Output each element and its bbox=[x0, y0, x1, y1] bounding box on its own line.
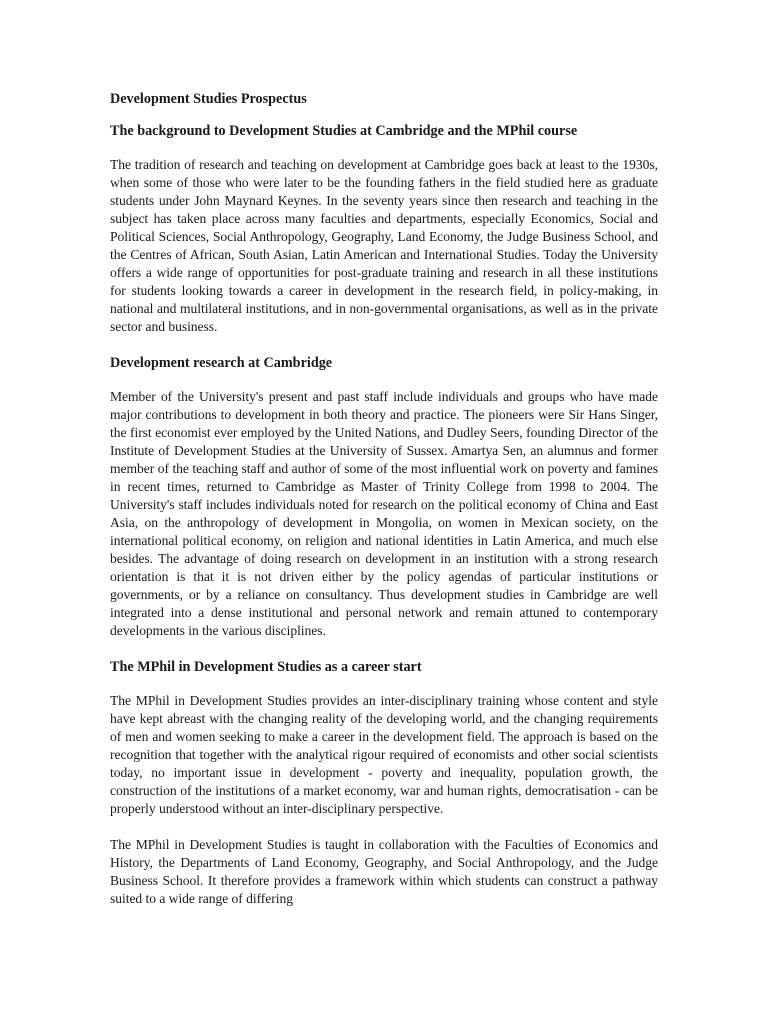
paragraph-background: The tradition of research and teaching on development at Cambridge goes back at least to the 1930s, when some of those who were later to be the founding fathers in the field studied here as graduate students under John Maynard Keynes. In the seventy years since then research and teaching in the subject has taken place across many faculties and departments, especially Economics, Social and Political Sciences, Social Anthropology, Geography, Land Economy, the Judge Business School, and the Centres of African, South Asian, Latin American and International Studies. Today the University offers a wide range of opportunities for post-graduate training and research in all these institutions for students looking towards a career in development in the research field, in policy-making, in national and multilateral institutions, and in non-governmental organisations, as well as in the private sector and business. bbox=[110, 157, 658, 334]
section-heading-background: The background to Development Studies at Cambridge and the MPhil course bbox=[110, 123, 578, 139]
section-heading-research: Development research at Cambridge bbox=[110, 355, 333, 371]
document-page bbox=[110, 90, 658, 926]
document-title: Development Studies Prospectus bbox=[110, 91, 307, 107]
section-heading-career: The MPhil in Development Studies as a career start bbox=[110, 659, 422, 675]
paragraph-career-2: The MPhil in Development Studies is taught in collaboration with the Faculties of Economics and History, the Departments of Land Economy, Geography, and Social Anthropology, and the Judge Business School. It therefore provides a framework within which students can construct a pathway suited to a wide range of differing bbox=[110, 837, 658, 906]
paragraph-research: Member of the University's present and past staff include individuals and groups who have made major contributions to development in both theory and practice. The pioneers were Sir Hans Singer, the first economist ever employed by the United Nations, and Dudley Seers, founding Director of the Institute of Development Studies at the University of Sussex. Amartya Sen, an alumnus and former member of the teaching staff and author of some of the most influential work on poverty and famines in recent times, returned to Cambridge as Master of Trinity College from 1998 to 2004. The University's staff includes individuals noted for research on the political economy of China and East Asia, on the anthropology of development in Mongolia, on women in Mexican society, on the international political economy, on religion and national identities in Latin America, and much else besides. The advantage of doing research on development in an institution with a strong research orientation is that it is not driven either by the policy agendas of particular institutions or governments, or by a reliance on consultancy. Thus development studies in Cambridge are well integrated into a dense institutional and personal network and remain attuned to contemporary developments in the various disciplines. bbox=[110, 389, 658, 638]
paragraph-career-1: The MPhil in Development Studies provides an inter-disciplinary training whose content and style have kept abreast with the changing reality of the developing world, and the changing requirements of men and women seeking to make a career in the development field. The approach is based on the recognition that together with the analytical rigour required of economists and other social scientists today, no important issue in development - poverty and inequality, population growth, the construction of the institutions of a market economy, war and human rights, democratisation - can be properly understood without an inter-disciplinary perspective. bbox=[110, 693, 658, 816]
